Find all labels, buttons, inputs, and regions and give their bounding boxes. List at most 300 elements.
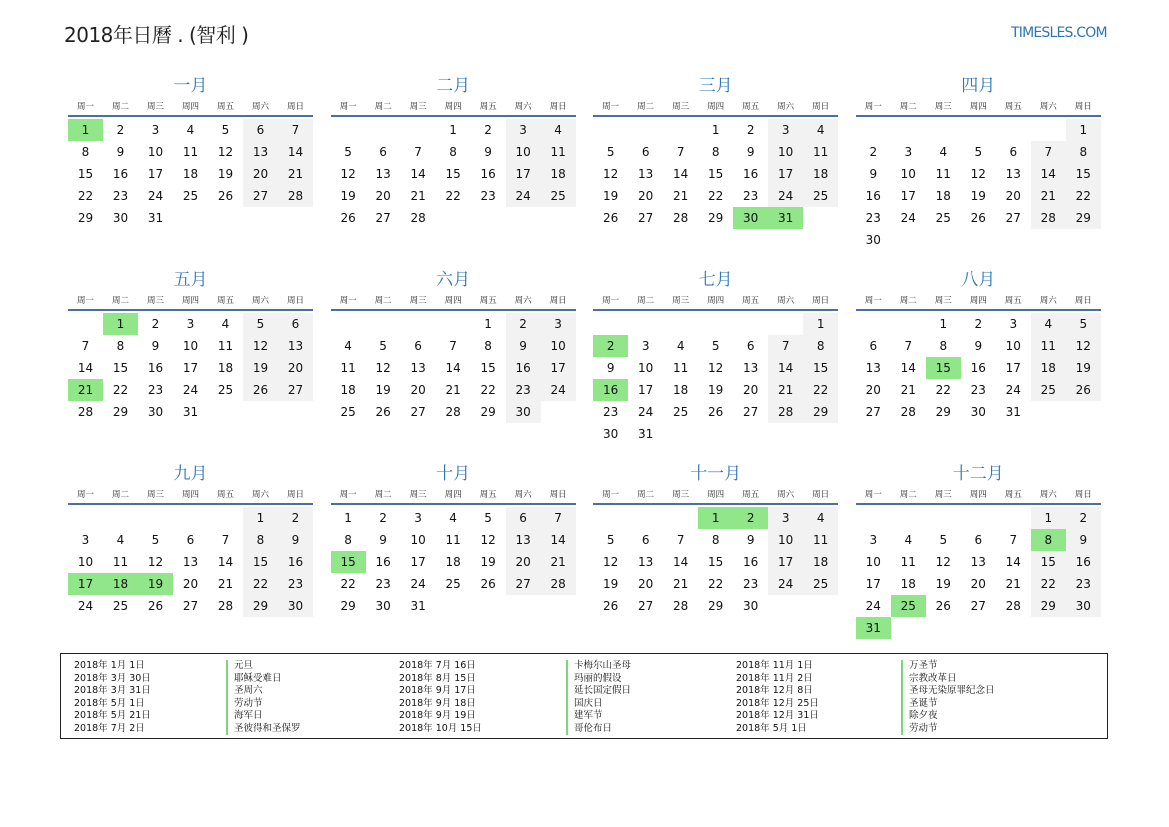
weekday-label: 周一: [339, 296, 357, 306]
weekday-label: 周三: [672, 296, 690, 306]
weekday-header: [331, 99, 576, 117]
day-cell: 15: [708, 555, 724, 569]
day-cell: 22: [708, 189, 724, 203]
day-cell: 4: [221, 317, 230, 331]
weekday-label: 周一: [602, 102, 620, 112]
weekday-label: 周日: [286, 296, 304, 306]
day-cell: 30: [743, 599, 759, 613]
weekday-label: 周一: [602, 490, 620, 500]
weekday-label: 周三: [934, 296, 952, 306]
day-cell: 5: [606, 145, 615, 159]
day-cell: 6: [641, 533, 650, 547]
weekday-label: 周日: [1074, 296, 1092, 306]
weekday-label: 周一: [339, 102, 357, 112]
weekend-day-cell: 25: [803, 185, 838, 207]
weekend-day-cell: 24: [768, 185, 803, 207]
day-cell: 8: [116, 339, 125, 353]
day-cell: 7: [414, 145, 422, 159]
empty-cell: [996, 119, 1031, 141]
day-cell: 18: [217, 361, 234, 375]
empty-cell: [68, 507, 103, 529]
weekday-label: 周六: [251, 296, 269, 306]
weekday-label: 周六: [777, 102, 795, 112]
weekend-day-cell: 20: [506, 551, 541, 573]
empty-cell: [961, 507, 996, 529]
holiday-day-cell: 1: [68, 119, 103, 141]
day-cell: 27: [1005, 211, 1021, 225]
day-cell: 24: [1005, 383, 1021, 397]
weekend-day-cell: 16: [506, 357, 541, 379]
day-cell: 6: [974, 533, 983, 547]
day-cell: 17: [147, 167, 164, 181]
weekday-label: 周四: [969, 102, 987, 112]
empty-cell: [733, 313, 768, 335]
weekend-day-cell: 4: [803, 119, 838, 141]
holiday-day-cell: 21: [68, 379, 103, 401]
legend-date: 2018年 7月 2日: [74, 722, 145, 734]
weekend-day-cell: 10: [506, 141, 541, 163]
weekend-day-cell: 10: [768, 141, 803, 163]
day-cell: 16: [743, 167, 759, 181]
day-cell: 7: [676, 145, 685, 159]
weekday-label: 周二: [111, 102, 129, 112]
day-cell: 12: [480, 533, 496, 547]
weekday-header: [856, 487, 1101, 505]
day-cell: 31: [410, 599, 426, 613]
weekday-label: 周日: [1074, 102, 1092, 112]
weekday-header: [68, 99, 313, 117]
day-cell: 29: [480, 405, 496, 419]
weekend-day-cell: 11: [803, 529, 838, 551]
weekend-day-cell: 22: [803, 379, 838, 401]
day-cell: 9: [151, 339, 160, 353]
day-cell: 25: [340, 405, 356, 419]
holiday-day-cell: 19: [138, 573, 173, 595]
day-cell: 8: [344, 533, 352, 547]
legend-holiday-name: 劳动节: [901, 723, 995, 736]
weekday-label: 周一: [76, 102, 94, 112]
day-cell: 7: [676, 533, 685, 547]
day-cell: 3: [1009, 317, 1018, 331]
day-cell: 7: [1009, 533, 1018, 547]
weekday-label: 周五: [742, 490, 760, 500]
empty-cell: [593, 119, 628, 141]
holiday-day-cell: 2: [593, 335, 628, 357]
weekend-day-cell: 17: [541, 357, 576, 379]
empty-cell: [663, 119, 698, 141]
month-name: 三月: [698, 76, 733, 96]
weekend-day-cell: 6: [243, 119, 278, 141]
empty-cell: [961, 119, 996, 141]
legend-date: 2018年 7月 16日: [399, 660, 476, 671]
weekday-header: [68, 487, 313, 505]
day-cell: 27: [410, 405, 426, 419]
weekday-label: 周六: [1039, 102, 1057, 112]
empty-cell: [1031, 119, 1066, 141]
weekend-day-cell: 25: [803, 573, 838, 595]
weekend-day-cell: 4: [541, 119, 576, 141]
weekday-label: 周三: [934, 102, 952, 112]
day-cell: 23: [480, 189, 496, 203]
day-cell: 26: [375, 405, 391, 419]
day-cell: 28: [445, 405, 461, 419]
legend-date: 2018年 9月 17日: [399, 685, 476, 696]
day-cell: 13: [375, 167, 391, 181]
day-cell: 27: [638, 599, 654, 613]
day-cell: 25: [182, 189, 199, 203]
day-cell: 25: [217, 383, 234, 397]
day-cell: 13: [410, 361, 426, 375]
empty-cell: [926, 119, 961, 141]
day-cell: 18: [935, 189, 951, 203]
weekday-label: 周二: [111, 490, 129, 500]
legend-holiday-name: 耶稣受难日: [226, 673, 301, 686]
empty-cell: [996, 507, 1031, 529]
day-cell: 10: [77, 555, 94, 569]
weekday-label: 周五: [742, 102, 760, 112]
day-cell: 8: [81, 145, 90, 159]
weekday-label: 周二: [637, 102, 655, 112]
day-cell: 28: [217, 599, 234, 613]
legend-holiday-name: 劳动节: [226, 698, 301, 711]
weekend-day-cell: 5: [243, 313, 278, 335]
day-cell: 10: [638, 361, 654, 375]
day-cell: 10: [900, 167, 916, 181]
day-cell: 17: [865, 577, 881, 591]
day-cell: 22: [112, 383, 129, 397]
weekend-day-cell: 13: [278, 335, 313, 357]
empty-cell: [768, 313, 803, 335]
month-name: 二月: [436, 76, 471, 96]
weekend-day-cell: 15: [1066, 163, 1101, 185]
weekday-label: 周日: [549, 490, 567, 500]
holiday-day-cell: 1: [103, 313, 138, 335]
weekday-label: 周一: [864, 490, 882, 500]
empty-cell: [856, 313, 891, 335]
day-cell: 24: [865, 599, 881, 613]
weekday-label: 周三: [146, 102, 164, 112]
day-grid: [856, 505, 1101, 639]
day-cell: 1: [939, 317, 948, 331]
day-cell: 22: [340, 577, 356, 591]
weekday-label: 周日: [812, 102, 830, 112]
day-cell: 27: [375, 211, 391, 225]
calendar-grid: [68, 73, 1101, 655]
legend-date-column: [736, 660, 819, 735]
weekend-day-cell: 29: [243, 595, 278, 617]
day-cell: 4: [344, 339, 352, 353]
weekday-header: [331, 487, 576, 505]
weekend-day-cell: 22: [1066, 185, 1101, 207]
day-cell: 26: [217, 189, 234, 203]
weekday-label: 周五: [1004, 296, 1022, 306]
day-cell: 24: [182, 383, 199, 397]
day-cell: 11: [673, 361, 689, 375]
legend-date: 2018年 5月 21日: [74, 710, 151, 721]
legend-name-column: [901, 660, 995, 735]
empty-cell: [366, 119, 401, 141]
day-cell: 13: [638, 555, 654, 569]
empty-cell: [401, 313, 436, 335]
day-cell: 30: [112, 211, 129, 225]
day-cell: 19: [970, 189, 986, 203]
day-cell: 12: [603, 555, 619, 569]
legend-holiday-name: 元旦: [226, 660, 301, 673]
legend-date: 2018年 3月 30日: [74, 672, 151, 684]
empty-cell: [891, 507, 926, 529]
legend-holiday-name: 圣诞节: [901, 698, 995, 711]
day-cell: 3: [151, 123, 160, 137]
day-cell: 1: [711, 123, 720, 137]
weekend-day-cell: 1: [1066, 119, 1101, 141]
day-cell: 28: [900, 405, 916, 419]
day-cell: 30: [970, 405, 986, 419]
weekday-label: 周二: [374, 296, 392, 306]
day-cell: 25: [673, 405, 689, 419]
day-cell: 3: [641, 339, 650, 353]
holiday-day-cell: 30: [733, 207, 768, 229]
day-cell: 21: [1005, 577, 1021, 591]
day-cell: 22: [935, 383, 951, 397]
weekday-label: 周三: [409, 296, 427, 306]
empty-cell: [663, 507, 698, 529]
day-cell: 28: [77, 405, 94, 419]
legend-holiday-name: 建军节: [566, 710, 631, 723]
day-cell: 10: [1005, 339, 1021, 353]
day-cell: 24: [77, 599, 94, 613]
weekday-label: 周三: [672, 490, 690, 500]
weekend-day-cell: 17: [506, 163, 541, 185]
day-cell: 13: [182, 555, 199, 569]
weekend-day-cell: 18: [803, 163, 838, 185]
month-block: [593, 267, 838, 445]
day-cell: 17: [410, 555, 426, 569]
weekend-day-cell: 3: [768, 119, 803, 141]
weekend-day-cell: 4: [1031, 313, 1066, 335]
weekend-day-cell: 3: [768, 507, 803, 529]
legend-holiday-name: 万圣节: [901, 660, 995, 673]
weekend-day-cell: 9: [278, 529, 313, 551]
holiday-day-cell: 15: [926, 357, 961, 379]
weekend-day-cell: 7: [278, 119, 313, 141]
weekday-label: 周二: [637, 490, 655, 500]
weekend-day-cell: 23: [278, 573, 313, 595]
empty-cell: [856, 507, 891, 529]
weekday-label: 周四: [444, 296, 462, 306]
day-cell: 28: [673, 211, 689, 225]
weekday-label: 周四: [707, 296, 725, 306]
weekday-label: 周三: [672, 102, 690, 112]
day-cell: 5: [484, 511, 492, 525]
day-cell: 3: [869, 533, 878, 547]
weekday-label: 周六: [514, 490, 532, 500]
day-cell: 14: [673, 167, 689, 181]
day-cell: 18: [445, 555, 461, 569]
day-cell: 9: [116, 145, 125, 159]
empty-cell: [331, 119, 366, 141]
day-cell: 23: [375, 577, 391, 591]
month-block: [593, 73, 838, 251]
holiday-day-cell: 17: [68, 573, 103, 595]
month-name: 十二月: [952, 464, 1004, 484]
weekend-day-cell: 9: [1066, 529, 1101, 551]
day-cell: 31: [182, 405, 199, 419]
day-cell: 13: [638, 167, 654, 181]
weekday-label: 周日: [549, 102, 567, 112]
weekday-label: 周四: [707, 102, 725, 112]
weekday-label: 周四: [181, 102, 199, 112]
legend-date-column: [74, 660, 151, 735]
day-cell: 9: [746, 533, 755, 547]
day-cell: 20: [182, 577, 199, 591]
weekday-label: 周一: [339, 490, 357, 500]
empty-cell: [208, 507, 243, 529]
legend-date: 2018年 12月 31日: [736, 710, 819, 721]
weekend-day-cell: 15: [243, 551, 278, 573]
weekday-label: 周六: [1039, 490, 1057, 500]
day-cell: 30: [147, 405, 164, 419]
day-cell: 8: [484, 339, 492, 353]
weekend-day-cell: 10: [541, 335, 576, 357]
day-cell: 8: [939, 339, 948, 353]
empty-cell: [436, 313, 471, 335]
day-cell: 12: [147, 555, 164, 569]
day-cell: 9: [746, 145, 755, 159]
day-cell: 19: [935, 577, 951, 591]
day-cell: 14: [445, 361, 461, 375]
day-cell: 2: [484, 123, 492, 137]
weekend-day-cell: 27: [506, 573, 541, 595]
weekday-label: 周二: [374, 490, 392, 500]
day-cell: 9: [379, 533, 387, 547]
day-cell: 15: [480, 361, 496, 375]
weekend-day-cell: 12: [243, 335, 278, 357]
weekday-label: 周日: [1074, 490, 1092, 500]
legend-holiday-name: 海军日: [226, 710, 301, 723]
day-cell: 29: [935, 405, 951, 419]
weekend-day-cell: 18: [1031, 357, 1066, 379]
day-cell: 4: [186, 123, 195, 137]
weekday-label: 周三: [146, 490, 164, 500]
day-cell: 23: [743, 577, 759, 591]
weekend-day-cell: 26: [243, 379, 278, 401]
day-cell: 28: [410, 211, 426, 225]
weekend-day-cell: 29: [1031, 595, 1066, 617]
day-cell: 26: [603, 599, 619, 613]
weekend-day-cell: 24: [768, 573, 803, 595]
day-cell: 18: [900, 577, 916, 591]
weekday-label: 周日: [549, 296, 567, 306]
day-cell: 18: [340, 383, 356, 397]
day-cell: 11: [182, 145, 199, 159]
weekday-label: 周三: [934, 490, 952, 500]
day-cell: 19: [217, 167, 234, 181]
day-cell: 10: [865, 555, 881, 569]
day-cell: 12: [217, 145, 234, 159]
weekday-label: 周日: [812, 490, 830, 500]
day-cell: 12: [935, 555, 951, 569]
weekday-label: 周六: [514, 296, 532, 306]
weekend-day-cell: 28: [278, 185, 313, 207]
weekend-day-cell: 5: [1066, 313, 1101, 335]
weekday-label: 周五: [1004, 490, 1022, 500]
month-block: [856, 267, 1101, 445]
weekend-day-cell: 4: [803, 507, 838, 529]
weekend-day-cell: 8: [1066, 141, 1101, 163]
weekday-label: 周五: [742, 296, 760, 306]
weekday-header: [856, 99, 1101, 117]
day-cell: 19: [375, 383, 391, 397]
day-cell: 12: [340, 167, 356, 181]
weekday-label: 周二: [637, 296, 655, 306]
day-cell: 20: [638, 189, 654, 203]
day-cell: 28: [1005, 599, 1021, 613]
day-cell: 27: [638, 211, 654, 225]
month-name: 五月: [173, 270, 208, 290]
day-cell: 15: [77, 167, 94, 181]
holiday-legend: [60, 653, 1108, 739]
day-cell: 19: [480, 555, 496, 569]
day-cell: 5: [606, 533, 615, 547]
weekday-header: [331, 293, 576, 311]
day-cell: 23: [743, 189, 759, 203]
weekend-day-cell: 30: [1066, 595, 1101, 617]
weekday-label: 周二: [899, 296, 917, 306]
day-cell: 22: [445, 189, 461, 203]
weekend-day-cell: 11: [803, 141, 838, 163]
weekday-label: 周四: [707, 490, 725, 500]
weekday-header: [856, 293, 1101, 311]
day-cell: 17: [182, 361, 199, 375]
day-cell: 5: [344, 145, 352, 159]
day-cell: 14: [77, 361, 94, 375]
holiday-day-cell: 25: [891, 595, 926, 617]
weekend-day-cell: 28: [541, 573, 576, 595]
weekday-header: [593, 487, 838, 505]
day-cell: 30: [603, 427, 619, 441]
day-cell: 3: [81, 533, 90, 547]
day-cell: 22: [708, 577, 724, 591]
day-cell: 11: [217, 339, 234, 353]
weekend-day-cell: 7: [768, 335, 803, 357]
day-grid: [593, 117, 838, 229]
empty-cell: [593, 313, 628, 335]
day-cell: 20: [375, 189, 391, 203]
weekday-label: 周一: [864, 102, 882, 112]
day-cell: 22: [77, 189, 94, 203]
day-cell: 2: [746, 123, 755, 137]
weekend-day-cell: 24: [506, 185, 541, 207]
weekend-day-cell: 20: [243, 163, 278, 185]
day-cell: 12: [970, 167, 986, 181]
day-cell: 20: [410, 383, 426, 397]
empty-cell: [366, 313, 401, 335]
legend-name-column: [226, 660, 301, 735]
day-cell: 6: [414, 339, 422, 353]
weekend-day-cell: 15: [803, 357, 838, 379]
legend-date-column: [399, 660, 482, 735]
day-cell: 24: [638, 405, 654, 419]
weekday-header: [68, 293, 313, 311]
month-name: 一月: [173, 76, 208, 96]
day-cell: 5: [974, 145, 983, 159]
day-cell: 31: [1005, 405, 1021, 419]
day-cell: 15: [708, 167, 724, 181]
day-cell: 16: [147, 361, 164, 375]
weekend-day-cell: 7: [541, 507, 576, 529]
legend-date: 2018年 5月 1日: [74, 697, 145, 709]
brand-link[interactable]: TIMESLES.COM: [1011, 25, 1107, 41]
